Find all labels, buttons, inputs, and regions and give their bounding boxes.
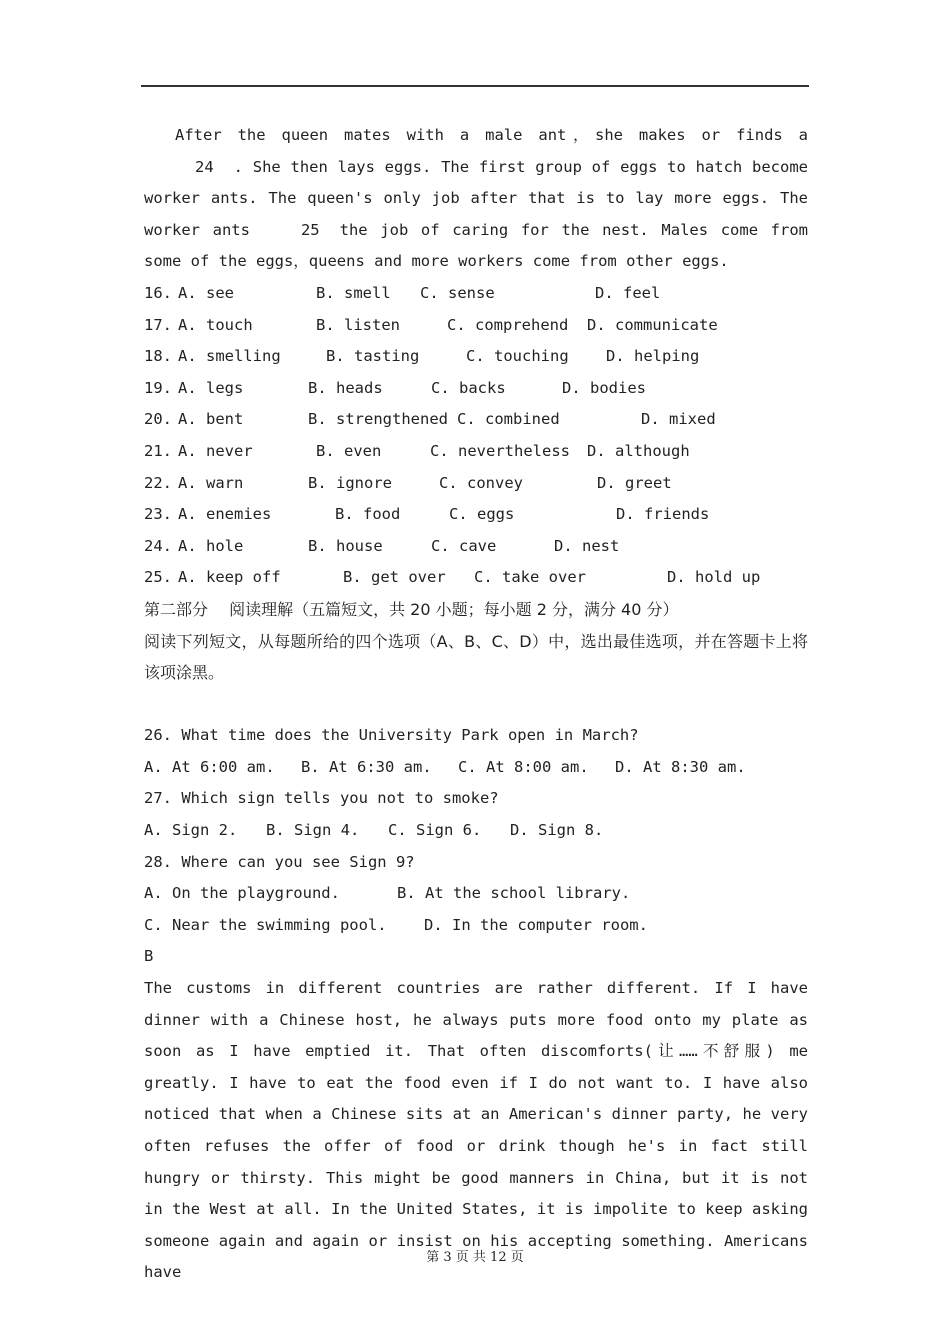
section-instructions: 阅读下列短文，从每题所给的四个选项（A、B、C、D）中，选出最佳选项，并在答题卡上将该项涂黑。 — [144, 631, 808, 683]
question-number: 20. — [144, 410, 172, 429]
question-27 — [144, 783, 808, 846]
option-c: C. take over — [474, 568, 586, 587]
option-d: D. greet — [597, 473, 672, 492]
question-26 — [144, 720, 808, 783]
question-text: 28. Where can you see Sign 9? — [144, 852, 415, 871]
page-content — [144, 120, 808, 1289]
option-d: D. mixed — [641, 410, 716, 429]
blank-25: 25 — [300, 220, 320, 239]
option-b: B. ignore — [308, 473, 392, 492]
answer-options — [144, 878, 808, 910]
option-row — [144, 436, 808, 468]
answer-d: D. At 8:30 am. — [615, 757, 746, 776]
question-number: 24. — [144, 536, 172, 555]
question-number: 19. — [144, 378, 172, 397]
answer-c: C. Sign 6. — [388, 821, 482, 840]
header-rule — [141, 85, 809, 87]
option-row — [144, 373, 808, 405]
option-c: C. eggs — [449, 505, 515, 524]
answer-d: D. In the computer room. — [424, 915, 648, 934]
option-c: C. touching — [466, 347, 569, 366]
option-a: A. legs — [178, 378, 244, 397]
option-d: D. although — [587, 441, 690, 460]
question-number: 18. — [144, 347, 172, 366]
option-d: D. feel — [595, 283, 661, 302]
option-c: C. combined — [457, 410, 560, 429]
option-row — [144, 278, 808, 310]
option-d: D. bodies — [562, 378, 646, 397]
option-c: C. sense — [420, 283, 495, 302]
option-b: B. tasting — [326, 347, 420, 366]
passage-text-1: After the queen mates with a male ant，she makes or finds a — [175, 126, 808, 144]
answer-b: B. At the school library. — [397, 884, 631, 903]
option-b: B. heads — [308, 378, 383, 397]
option-d: D. helping — [606, 347, 700, 366]
option-a: A. never — [178, 441, 253, 460]
answer-options — [144, 815, 808, 847]
passage-b-text: The customs in different countries are rather different. If I have dinner with a Chinese host, he always puts more food onto my plate as soon as I have emptied it. That often discomforts(让……不舒服) me greatly. I have to eat the food even if I do not want to. I have also noticed that when a Chinese sits at an American's dinner party, he very often refuses the offer of food or drink though he's in fact still hungry or thirsty. This might be good manners in China, but it is not in the West at all. In the United States, it is impolite to keep asking someone again and again or insist on his accepting something. Americans have — [144, 979, 808, 1282]
option-b: B. listen — [316, 315, 400, 334]
answer-a: A. Sign 2. — [144, 821, 238, 840]
question-number: 22. — [144, 473, 172, 492]
answer-d: D. Sign 8. — [510, 821, 604, 840]
question-text: 27. Which sign tells you not to smoke? — [144, 789, 499, 808]
option-d: D. nest — [554, 536, 620, 555]
answer-c: C. At 8:00 am. — [458, 757, 589, 776]
option-d: D. friends — [616, 505, 710, 524]
option-a: A. smelling — [178, 347, 281, 366]
option-b: B. strengthened — [308, 410, 448, 429]
option-b: B. get over — [343, 568, 446, 587]
option-a: A. warn — [178, 473, 244, 492]
option-b: B. smell — [316, 283, 391, 302]
option-c: C. backs — [431, 378, 506, 397]
option-row — [144, 404, 808, 436]
option-d: D. communicate — [587, 315, 718, 334]
answer-b: B. Sign 4. — [266, 821, 360, 840]
page-footer: 第 3 页 共 12 页 — [426, 1250, 524, 1265]
answer-a: A. At 6:00 am. — [144, 757, 275, 776]
option-b: B. house — [308, 536, 383, 555]
option-a: A. touch — [178, 315, 253, 334]
option-b: B. food — [335, 505, 401, 524]
question-number: 25. — [144, 568, 172, 587]
option-c: C. cave — [431, 536, 497, 555]
option-c: C. comprehend — [447, 315, 569, 334]
option-row — [144, 310, 808, 342]
option-a: A. enemies — [178, 505, 272, 524]
answer-options — [144, 910, 808, 942]
option-a: A. hole — [178, 536, 244, 555]
question-number: 16. — [144, 283, 172, 302]
answer-options — [144, 752, 808, 784]
option-a: A. bent — [178, 410, 244, 429]
passage-paragraph — [144, 120, 808, 278]
question-number: 21. — [144, 441, 172, 460]
option-a: A. see — [178, 283, 234, 302]
option-row — [144, 499, 808, 531]
option-d: D. hold up — [667, 568, 761, 587]
option-b: B. even — [316, 441, 382, 460]
answer-b: B. At 6:30 am. — [301, 757, 432, 776]
option-row — [144, 562, 808, 594]
question-number: 23. — [144, 505, 172, 524]
option-c: C. convey — [439, 473, 523, 492]
option-row — [144, 468, 808, 500]
option-a: A. keep off — [178, 568, 281, 587]
answer-c: C. Near the swimming pool. — [144, 915, 387, 934]
option-row — [144, 531, 808, 563]
section-heading: 第二部分 阅读理解（五篇短文，共 20 小题；每小题 2 分，满分 40 分） — [144, 599, 679, 619]
passage-b-label: B — [144, 947, 154, 966]
passage-text-3: the job of caring for the nest. Males come from some of the eggs，queens and more workers come from other eggs. — [144, 220, 808, 271]
option-row — [144, 341, 808, 373]
option-c: C. nevertheless — [430, 441, 570, 460]
question-text: 26. What time does the University Park open in March? — [144, 726, 639, 745]
question-28 — [144, 847, 808, 942]
question-number: 17. — [144, 315, 172, 334]
blank-line — [144, 689, 808, 721]
blank-24: 24 — [195, 157, 214, 176]
cloze-options — [144, 278, 808, 594]
answer-a: A. On the playground. — [144, 884, 340, 903]
passage-text-2: . She then lays eggs. The first group of eggs to hatch become worker ants. The queen's only job after that is to lay more eggs. The worker ants — [144, 157, 808, 239]
